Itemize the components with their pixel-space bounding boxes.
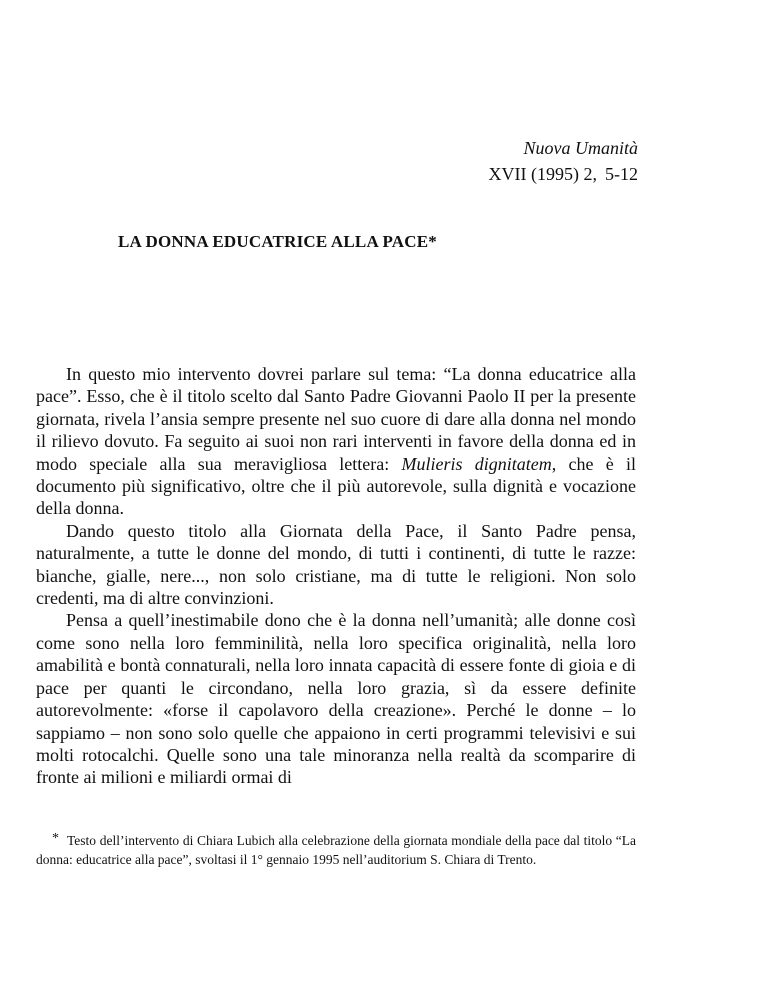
footnote-text: Testo dell’intervento di Chiara Lubich alla celebrazione della giornata mondiale della pace dal titolo “La donna: educatrice alla pace”, svoltasi il 1° gennaio 1995 nell’auditorium S. Chiara di Trento. bbox=[36, 833, 636, 867]
page-range: 5-12 bbox=[605, 164, 638, 184]
footnote bbox=[36, 829, 636, 869]
title-footnote-mark: * bbox=[428, 232, 437, 251]
issue-number: XVII (1995) 2, bbox=[488, 164, 597, 184]
article-body bbox=[36, 363, 636, 789]
paragraph-1 bbox=[36, 363, 636, 520]
article-title-text: LA DONNA EDUCATRICE ALLA PACE bbox=[118, 232, 429, 251]
journal-issue bbox=[489, 161, 638, 187]
paragraph-1-text-a: In questo mio intervento dovrei parlare sul tema: “La donna educatrice alla pace”. Esso, che è il titolo scelto dal Santo Padre Giovanni Paolo II per la presente giornata, rivela l’ansia sempre presente nel suo cuore di dare alla donna nel mondo il rilievo dovuto. Fa seguito ai suoi non rari interventi in favore della donna ed in modo speciale alla sua meravigliosa lettera: bbox=[36, 364, 636, 474]
paragraph-2: Dando questo titolo alla Giornata della Pace, il Santo Padre pensa, naturalmente, a tutte le donne del mondo, di tutti i continenti, di tutte le razze: bianche, gialle, nere..., non solo cristiane, ma di tutte le religioni. Non solo credenti, ma di altre convinzioni. bbox=[36, 520, 636, 609]
journal-name: Nuova Umanità bbox=[523, 138, 638, 158]
paragraph-3: Pensa a quell’inestimabile dono che è la donna nell’umanità; alle donne così come sono nella loro femminilità, nella loro specifica originalità, nella loro amabilità e bontà connaturali, nella loro innata capacità di essere fonte di gioia e di pace per quanti le circondano, nella loro grazia, sì da essere definite autorevolmente: «forse il capolavoro della creazione». Perché le donne – lo sappiamo – non sono solo quelle che appaiono in certi programmi televisivi e sui molti rotocalchi. Quelle sono una tale minoranza nella realtà da scomparire di fronte ai milioni e miliardi ormai di bbox=[36, 610, 636, 788]
paragraph-1-emphasis: Mulieris dignitatem bbox=[401, 453, 552, 474]
article-title bbox=[118, 232, 437, 252]
journal-header bbox=[489, 135, 638, 187]
footnote-mark: * bbox=[52, 831, 59, 846]
paragraph-1-text-b: , che è il documento più significativo, oltre che il più autorevole, sulla dignità e vocazione della donna. bbox=[36, 453, 636, 519]
